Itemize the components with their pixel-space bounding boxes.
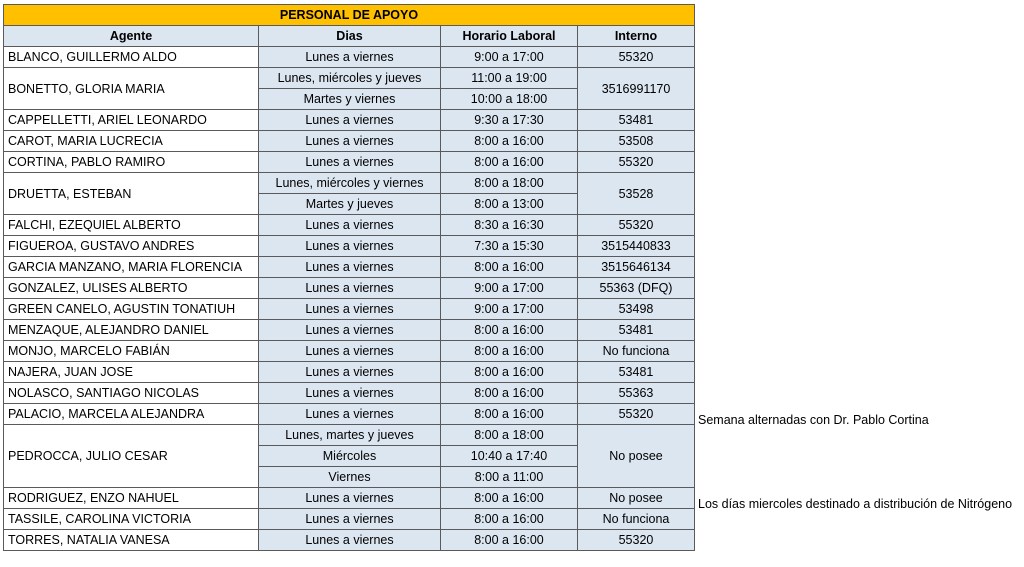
agente-cell: TASSILE, CAROLINA VICTORIA [4, 509, 259, 530]
interno-cell: 55320 [578, 47, 695, 68]
table-row [4, 530, 695, 551]
horario-cell: 8:00 a 16:00 [441, 404, 578, 425]
agente-cell: GARCIA MANZANO, MARIA FLORENCIA [4, 257, 259, 278]
table-row [4, 68, 695, 89]
horario-cell: 8:00 a 11:00 [441, 467, 578, 488]
dias-cell: Lunes, miércoles y jueves [259, 68, 441, 89]
agente-cell: CAPPELLETTI, ARIEL LEONARDO [4, 110, 259, 131]
agente-cell: MENZAQUE, ALEJANDRO DANIEL [4, 320, 259, 341]
agente-cell: NAJERA, JUAN JOSE [4, 362, 259, 383]
interno-cell: 53498 [578, 299, 695, 320]
header-row [4, 26, 695, 47]
agente-cell: GREEN CANELO, AGUSTIN TONATIUH [4, 299, 259, 320]
table-row [4, 173, 695, 194]
table-row [4, 362, 695, 383]
dias-cell: Lunes a viernes [259, 278, 441, 299]
horario-cell: 8:00 a 16:00 [441, 320, 578, 341]
table-row [4, 299, 695, 320]
table-row [4, 131, 695, 152]
table-row [4, 152, 695, 173]
horario-cell: 9:00 a 17:00 [441, 278, 578, 299]
horario-cell: 9:00 a 17:00 [441, 299, 578, 320]
dias-cell: Lunes a viernes [259, 320, 441, 341]
table-row [4, 215, 695, 236]
title-row [4, 5, 695, 26]
table-row [4, 110, 695, 131]
horario-cell: 8:00 a 16:00 [441, 152, 578, 173]
agente-cell: DRUETTA, ESTEBAN [4, 173, 259, 215]
agente-cell: BONETTO, GLORIA MARIA [4, 68, 259, 110]
agente-cell: PEDROCCA, JULIO CESAR [4, 425, 259, 488]
dias-cell: Lunes a viernes [259, 509, 441, 530]
dias-cell: Miércoles [259, 446, 441, 467]
dias-cell: Lunes, miércoles y viernes [259, 173, 441, 194]
dias-cell: Lunes a viernes [259, 299, 441, 320]
interno-cell: No posee [578, 488, 695, 509]
interno-cell: 3515440833 [578, 236, 695, 257]
dias-cell: Lunes a viernes [259, 110, 441, 131]
horario-cell: 7:30 a 15:30 [441, 236, 578, 257]
interno-cell: 55363 [578, 383, 695, 404]
horario-cell: 8:30 a 16:30 [441, 215, 578, 236]
horario-cell: 8:00 a 16:00 [441, 257, 578, 278]
agente-cell: CAROT, MARIA LUCRECIA [4, 131, 259, 152]
interno-cell: 53481 [578, 320, 695, 341]
horario-cell: 8:00 a 16:00 [441, 530, 578, 551]
dias-cell: Martes y viernes [259, 89, 441, 110]
horario-cell: 10:40 a 17:40 [441, 446, 578, 467]
horario-cell: 8:00 a 16:00 [441, 488, 578, 509]
horario-cell: 8:00 a 16:00 [441, 341, 578, 362]
table-row [4, 425, 695, 446]
agente-cell: NOLASCO, SANTIAGO NICOLAS [4, 383, 259, 404]
horario-cell: 9:00 a 17:00 [441, 47, 578, 68]
interno-cell: 3516991170 [578, 68, 695, 110]
interno-cell: 53481 [578, 110, 695, 131]
table-row [4, 278, 695, 299]
interno-cell: 55363 (DFQ) [578, 278, 695, 299]
table-body [4, 47, 695, 551]
dias-cell: Lunes, martes y jueves [259, 425, 441, 446]
dias-cell: Lunes a viernes [259, 488, 441, 509]
dias-cell: Lunes a viernes [259, 236, 441, 257]
interno-cell: No funciona [578, 509, 695, 530]
side-note: Los días miercoles destinado a distribución de Nitrógeno [698, 497, 1013, 511]
agente-cell: BLANCO, GUILLERMO ALDO [4, 47, 259, 68]
interno-cell: 53508 [578, 131, 695, 152]
table-row [4, 47, 695, 68]
horario-cell: 10:00 a 18:00 [441, 89, 578, 110]
dias-cell: Lunes a viernes [259, 362, 441, 383]
agente-cell: FALCHI, EZEQUIEL ALBERTO [4, 215, 259, 236]
interno-cell: 53481 [578, 362, 695, 383]
horario-cell: 8:00 a 16:00 [441, 509, 578, 530]
table-row [4, 341, 695, 362]
header-horario: Horario Laboral [441, 26, 578, 47]
dias-cell: Viernes [259, 467, 441, 488]
dias-cell: Lunes a viernes [259, 257, 441, 278]
interno-cell: No posee [578, 425, 695, 488]
interno-cell: No funciona [578, 341, 695, 362]
dias-cell: Lunes a viernes [259, 131, 441, 152]
dias-cell: Martes y jueves [259, 194, 441, 215]
header-interno: Interno [578, 26, 695, 47]
table-row [4, 257, 695, 278]
horario-cell: 8:00 a 18:00 [441, 173, 578, 194]
interno-cell: 3515646134 [578, 257, 695, 278]
dias-cell: Lunes a viernes [259, 215, 441, 236]
agente-cell: MONJO, MARCELO FABIÁN [4, 341, 259, 362]
dias-cell: Lunes a viernes [259, 341, 441, 362]
agente-cell: TORRES, NATALIA VANESA [4, 530, 259, 551]
table-title: PERSONAL DE APOYO [4, 5, 695, 26]
side-note: Semana alternadas con Dr. Pablo Cortina [698, 413, 929, 427]
personal-table [3, 4, 695, 551]
interno-cell: 55320 [578, 215, 695, 236]
interno-cell: 53528 [578, 173, 695, 215]
table-row [4, 320, 695, 341]
agente-cell: GONZALEZ, ULISES ALBERTO [4, 278, 259, 299]
interno-cell: 55320 [578, 530, 695, 551]
agente-cell: CORTINA, PABLO RAMIRO [4, 152, 259, 173]
horario-cell: 8:00 a 16:00 [441, 383, 578, 404]
table-row [4, 236, 695, 257]
interno-cell: 55320 [578, 404, 695, 425]
dias-cell: Lunes a viernes [259, 404, 441, 425]
agente-cell: RODRIGUEZ, ENZO NAHUEL [4, 488, 259, 509]
dias-cell: Lunes a viernes [259, 47, 441, 68]
horario-cell: 9:30 a 17:30 [441, 110, 578, 131]
interno-cell: 55320 [578, 152, 695, 173]
agente-cell: PALACIO, MARCELA ALEJANDRA [4, 404, 259, 425]
agente-cell: FIGUEROA, GUSTAVO ANDRES [4, 236, 259, 257]
horario-cell: 11:00 a 19:00 [441, 68, 578, 89]
table-row [4, 488, 695, 509]
table-row [4, 404, 695, 425]
horario-cell: 8:00 a 13:00 [441, 194, 578, 215]
dias-cell: Lunes a viernes [259, 152, 441, 173]
dias-cell: Lunes a viernes [259, 383, 441, 404]
table-row [4, 383, 695, 404]
dias-cell: Lunes a viernes [259, 530, 441, 551]
horario-cell: 8:00 a 16:00 [441, 362, 578, 383]
table-row [4, 509, 695, 530]
horario-cell: 8:00 a 18:00 [441, 425, 578, 446]
header-dias: Dias [259, 26, 441, 47]
header-agente: Agente [4, 26, 259, 47]
horario-cell: 8:00 a 16:00 [441, 131, 578, 152]
